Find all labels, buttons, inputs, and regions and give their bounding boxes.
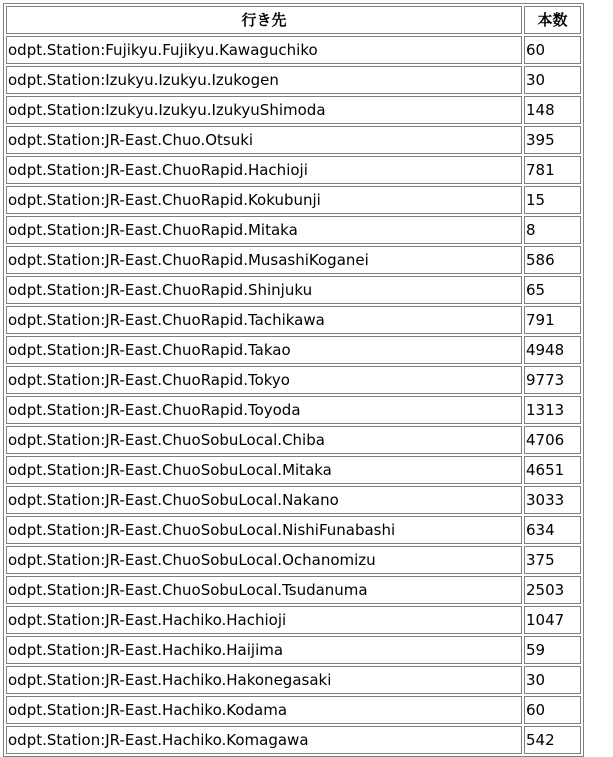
- destination-cell: odpt.Station:Izukyu.Izukyu.Izukogen: [6, 66, 522, 94]
- table-row: [6, 366, 581, 394]
- destination-cell: odpt.Station:JR-East.ChuoSobuLocal.NishiFunabashi: [6, 516, 522, 544]
- count-cell: 30: [524, 666, 581, 694]
- table-row: [6, 396, 581, 424]
- count-cell: 1047: [524, 606, 581, 634]
- destination-cell: odpt.Station:JR-East.ChuoSobuLocal.Ochanomizu: [6, 546, 522, 574]
- table-row: [6, 696, 581, 724]
- destination-cell: odpt.Station:JR-East.ChuoRapid.MusashiKoganei: [6, 246, 522, 274]
- destination-cell: odpt.Station:JR-East.ChuoRapid.Tokyo: [6, 366, 522, 394]
- count-cell: 59: [524, 636, 581, 664]
- count-cell: 60: [524, 36, 581, 64]
- table-row: [6, 96, 581, 124]
- destination-cell: odpt.Station:JR-East.Hachiko.Kodama: [6, 696, 522, 724]
- destination-cell: odpt.Station:Fujikyu.Fujikyu.Kawaguchiko: [6, 36, 522, 64]
- table-row: [6, 426, 581, 454]
- count-cell: 60: [524, 696, 581, 724]
- table-row: [6, 516, 581, 544]
- count-cell: 1313: [524, 396, 581, 424]
- destination-cell: odpt.Station:JR-East.ChuoRapid.Kokubunji: [6, 186, 522, 214]
- count-cell: 30: [524, 66, 581, 94]
- table-row: [6, 276, 581, 304]
- destination-cell: odpt.Station:JR-East.Hachiko.Komagawa: [6, 726, 522, 754]
- destination-cell: odpt.Station:JR-East.ChuoRapid.Toyoda: [6, 396, 522, 424]
- table-row: [6, 576, 581, 604]
- table-row: [6, 666, 581, 694]
- count-cell: 542: [524, 726, 581, 754]
- header-destination: 行き先: [6, 6, 522, 34]
- destination-cell: odpt.Station:JR-East.Hachiko.Hachioji: [6, 606, 522, 634]
- destination-cell: odpt.Station:JR-East.ChuoRapid.Shinjuku: [6, 276, 522, 304]
- count-cell: 791: [524, 306, 581, 334]
- count-cell: 148: [524, 96, 581, 124]
- destination-count-table: [3, 3, 584, 757]
- count-cell: 395: [524, 126, 581, 154]
- count-cell: 9773: [524, 366, 581, 394]
- count-cell: 634: [524, 516, 581, 544]
- destination-cell: odpt.Station:JR-East.ChuoSobuLocal.Nakano: [6, 486, 522, 514]
- table-row: [6, 636, 581, 664]
- table-row: [6, 486, 581, 514]
- count-cell: 4948: [524, 336, 581, 364]
- destination-cell: odpt.Station:JR-East.ChuoRapid.Takao: [6, 336, 522, 364]
- table-row: [6, 66, 581, 94]
- table-row: [6, 126, 581, 154]
- table-row: [6, 36, 581, 64]
- table-row: [6, 186, 581, 214]
- count-cell: 375: [524, 546, 581, 574]
- destination-cell: odpt.Station:JR-East.ChuoRapid.Mitaka: [6, 216, 522, 244]
- destination-cell: odpt.Station:JR-East.ChuoSobuLocal.Mitaka: [6, 456, 522, 484]
- count-cell: 65: [524, 276, 581, 304]
- destination-cell: odpt.Station:Izukyu.Izukyu.IzukyuShimoda: [6, 96, 522, 124]
- count-cell: 586: [524, 246, 581, 274]
- count-cell: 15: [524, 186, 581, 214]
- count-cell: 4651: [524, 456, 581, 484]
- count-cell: 781: [524, 156, 581, 184]
- count-cell: 8: [524, 216, 581, 244]
- destination-cell: odpt.Station:JR-East.ChuoSobuLocal.Chiba: [6, 426, 522, 454]
- table-row: [6, 726, 581, 754]
- header-row: [6, 6, 581, 34]
- destination-cell: odpt.Station:JR-East.ChuoRapid.Tachikawa: [6, 306, 522, 334]
- table-row: [6, 246, 581, 274]
- count-cell: 4706: [524, 426, 581, 454]
- table-row: [6, 606, 581, 634]
- table-row: [6, 156, 581, 184]
- destination-cell: odpt.Station:JR-East.Hachiko.Hakonegasaki: [6, 666, 522, 694]
- destination-cell: odpt.Station:JR-East.ChuoSobuLocal.Tsudanuma: [6, 576, 522, 604]
- destination-cell: odpt.Station:JR-East.Chuo.Otsuki: [6, 126, 522, 154]
- table-row: [6, 546, 581, 574]
- table-row: [6, 306, 581, 334]
- destination-cell: odpt.Station:JR-East.Hachiko.Haijima: [6, 636, 522, 664]
- table-row: [6, 336, 581, 364]
- count-cell: 3033: [524, 486, 581, 514]
- header-count: 本数: [524, 6, 581, 34]
- table-row: [6, 456, 581, 484]
- table-row: [6, 216, 581, 244]
- destination-cell: odpt.Station:JR-East.ChuoRapid.Hachioji: [6, 156, 522, 184]
- count-cell: 2503: [524, 576, 581, 604]
